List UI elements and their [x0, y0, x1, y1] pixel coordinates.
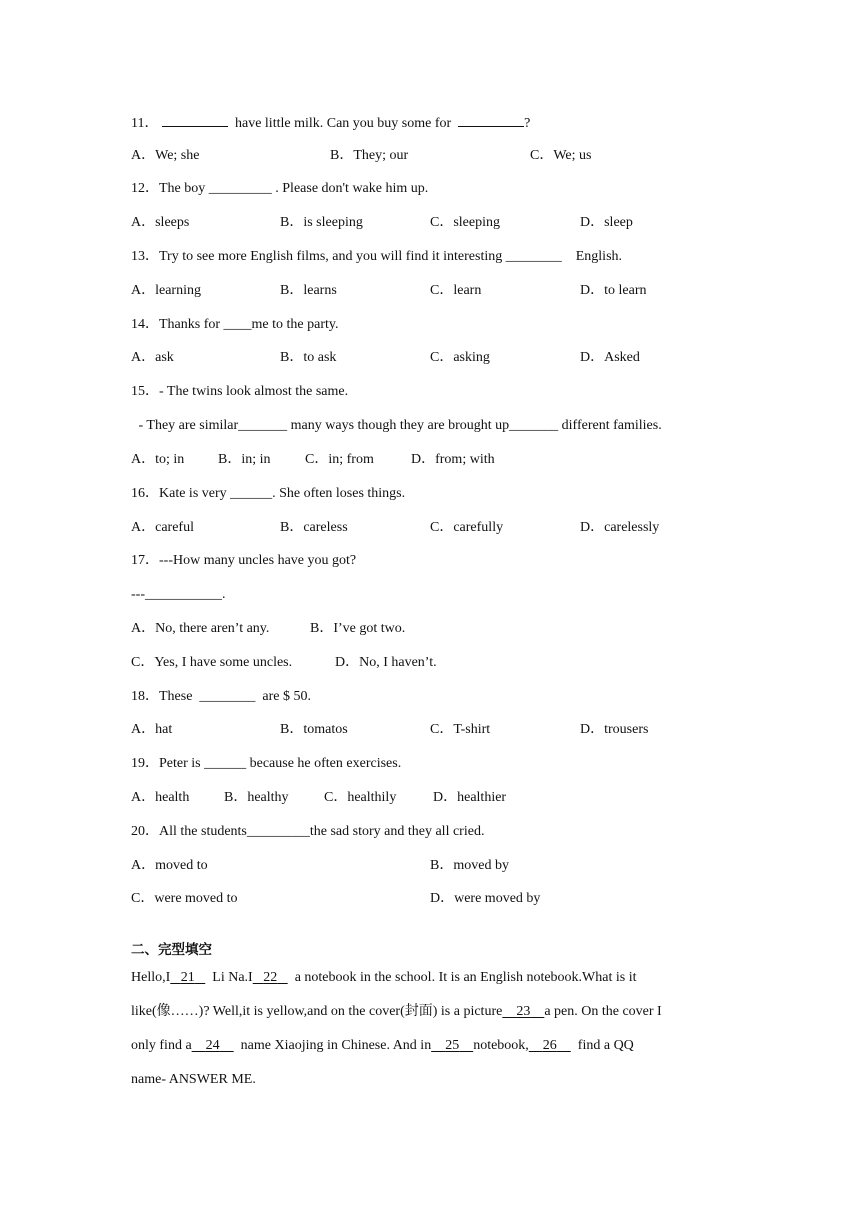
question-20-option-b: B．moved by [430, 858, 509, 873]
question-18-option-c: C．T-shirt [430, 722, 491, 737]
question-13-option-a: A．learning [131, 283, 201, 298]
question-20-option-c: C．were moved to [131, 891, 238, 906]
question-11-stem [131, 113, 530, 133]
question-number: 12． [131, 181, 159, 196]
question-17-option-b: B．I’ve got two. [310, 621, 406, 636]
question-text: The boy _________ . Please don't wake him up. [159, 181, 429, 196]
cloze-blank-26 [529, 1038, 571, 1053]
cloze-line-1 [131, 969, 637, 987]
cloze-text: a notebook in the school. It is an English notebook.What is it [294, 970, 637, 985]
question-12-option-d: D．sleep [580, 215, 633, 230]
cloze-line-4: name- ANSWER ME. [131, 1072, 256, 1087]
question-20-stem: 20．All the students_________the sad story and they all cried. [131, 824, 485, 839]
blank-number: 26 [542, 1038, 557, 1053]
question-18-option-b: B．tomatos [280, 722, 348, 737]
question-14-stem: 14．Thanks for ____me to the party. [131, 317, 339, 332]
cloze-blank-23 [502, 1004, 544, 1019]
question-11-option-a: A．We; she [131, 148, 200, 163]
question-18-option-d: D．trousers [580, 722, 649, 737]
question-15-option-b: B．in; in [218, 452, 271, 467]
cloze-line-2 [131, 1003, 662, 1021]
question-18-stem: 18．These ________ are $ 50. [131, 689, 312, 704]
question-17-option-c: C．Yes, I have some uncles. [131, 655, 293, 670]
question-12-stem [131, 180, 428, 198]
question-16-option-b: B．careless [280, 520, 348, 535]
cloze-line-3 [131, 1037, 634, 1055]
blank-number: 22 [263, 970, 278, 985]
blank-number: 25 [445, 1038, 460, 1053]
question-12-option-b: B．is sleeping [280, 215, 363, 230]
question-text: have little milk. Can you buy some for [234, 116, 452, 131]
question-11-option-b: B．They; our [330, 148, 409, 163]
section-title: 二、完型填空 [131, 942, 212, 958]
cloze-blank-21 [170, 970, 205, 985]
cloze-text: only find a [131, 1038, 192, 1053]
question-16-stem: 16．Kate is very ______. She often loses things. [131, 486, 406, 501]
question-15-stem: 15．- The twins look almost the same. [131, 384, 349, 399]
question-19-option-b: B．healthy [224, 790, 289, 805]
question-19-option-a: A．health [131, 790, 190, 805]
question-17-option-a: A．No, there aren’t any. [131, 621, 270, 636]
question-15-option-a: A．to; in [131, 452, 185, 467]
question-14-option-d: D．Asked [580, 350, 640, 365]
question-14-option-c: C．asking [430, 350, 490, 365]
cloze-text: notebook, [473, 1038, 529, 1053]
question-12-option-c: C．sleeping [430, 215, 500, 230]
cloze-text: Li Na.I [212, 970, 253, 985]
question-14-option-a: A．ask [131, 350, 174, 365]
cloze-text: name Xiaojing in Chinese. And in [240, 1038, 432, 1053]
question-13-option-d: D．to learn [580, 283, 647, 298]
question-11-option-c: C．We; us [530, 148, 592, 163]
blank-number: 23 [516, 1004, 531, 1019]
cloze-text: like(像……)? Well,it is yellow,and on the cover(封面) is a picture [131, 1004, 503, 1019]
cloze-blank-24 [192, 1038, 234, 1053]
question-16-option-d: D．carelessly [580, 520, 660, 535]
question-14-option-b: B．to ask [280, 350, 337, 365]
question-19-stem: 19．Peter is ______ because he often exercises. [131, 756, 402, 771]
question-12-option-a: A．sleeps [131, 215, 190, 230]
question-20-option-a: A．moved to [131, 858, 208, 873]
question-13-stem: 13．Try to see more English films, and you will find it interesting ________ English. [131, 249, 623, 264]
cloze-blank-25 [431, 1038, 473, 1053]
question-number: 11． [131, 116, 159, 131]
question-20-option-d: D．were moved by [430, 891, 541, 906]
cloze-text: a pen. On the cover I [544, 1004, 662, 1019]
question-15-option-c: C．in; from [305, 452, 374, 467]
question-17-stem-line2: ---___________. [131, 587, 226, 602]
question-13-option-c: C．learn [430, 283, 482, 298]
question-18-option-a: A．hat [131, 722, 173, 737]
answer-blank [458, 113, 524, 127]
question-text: ? [524, 116, 531, 131]
question-17-stem: 17．---How many uncles have you got? [131, 553, 357, 568]
question-15-option-d: D．from; with [411, 452, 495, 467]
cloze-blank-22 [253, 970, 288, 985]
question-16-option-c: C．carefully [430, 520, 504, 535]
question-17-option-d: D．No, I haven’t. [335, 655, 437, 670]
cloze-text: Hello,I [131, 970, 171, 985]
blank-number: 21 [180, 970, 195, 985]
answer-blank [162, 113, 228, 127]
question-16-option-a: A．careful [131, 520, 194, 535]
question-15-stem-line2: - They are similar_______ many ways though they are brought up_______ different families. [135, 418, 662, 433]
question-13-option-b: B．learns [280, 283, 337, 298]
question-19-option-d: D．healthier [433, 790, 507, 805]
cloze-text: find a QQ [577, 1038, 634, 1053]
blank-number: 24 [205, 1038, 220, 1053]
question-19-option-c: C．healthily [324, 790, 397, 805]
